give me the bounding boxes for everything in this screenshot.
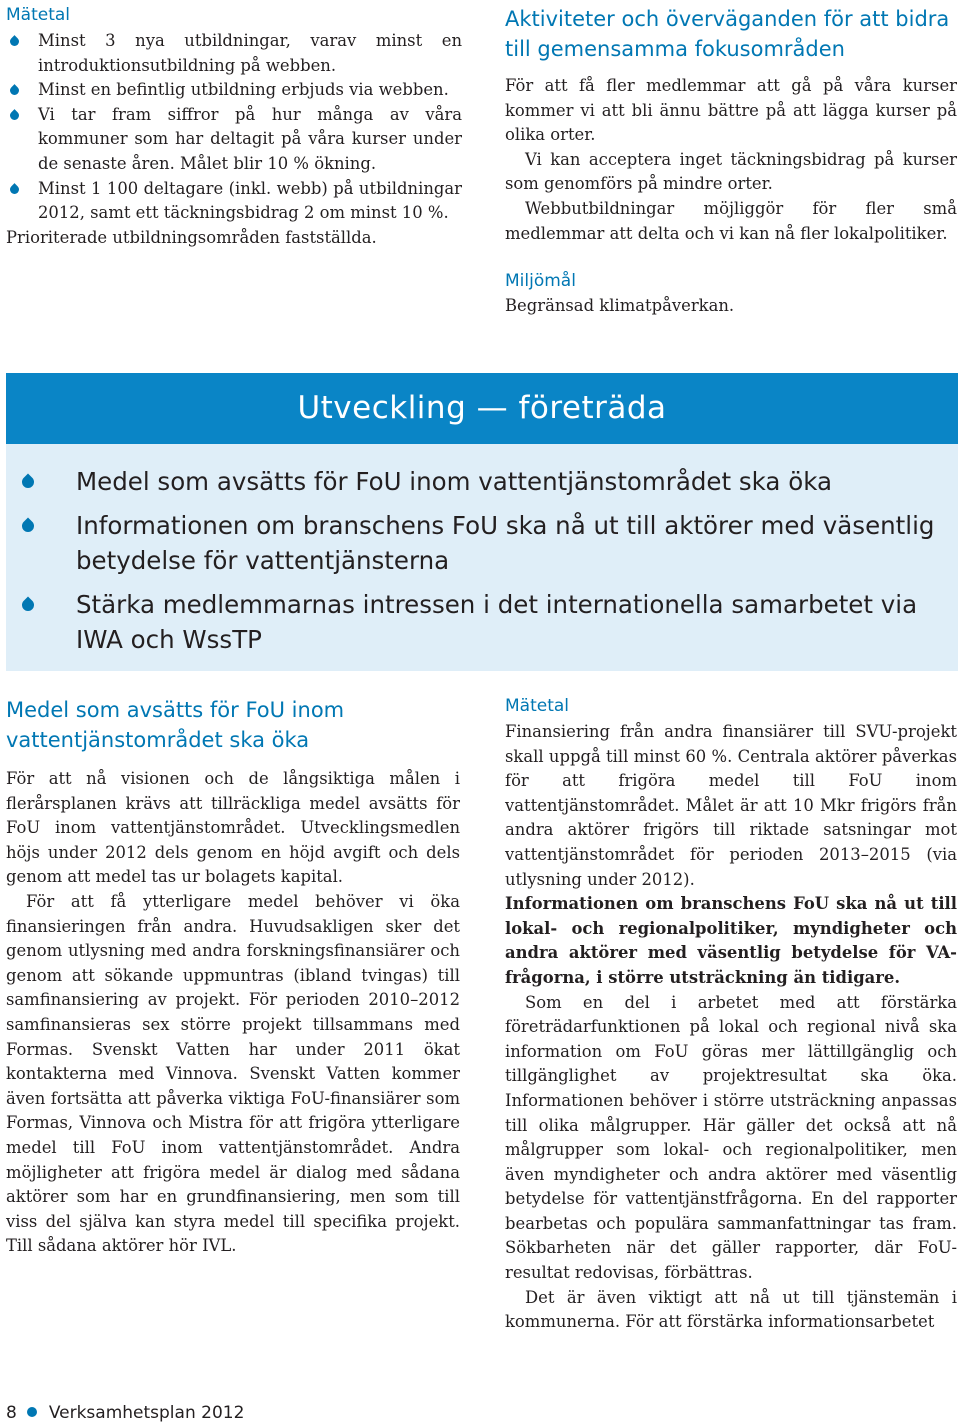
list-item: Informationen om branschens FoU ska nå ut till aktörer med väsentlig betydelse för vattentjänsterna [16, 508, 946, 578]
environment-heading: Miljömål [505, 271, 576, 292]
funding-paragraph: För att nå visionen och de långsiktiga målen i flerårsplanen krävs att tillräckliga medel avsätts för FoU inom vattentjänstområdet. Utvecklingsmedlen höjs under 2012 dels genom en höjd avgift och dels genom att medel tas ur bolagets kapital. [6, 769, 460, 887]
drop-bullet-icon [20, 518, 37, 535]
focus-band [6, 373, 958, 671]
list-item: Medel som avsätts för FoU inom vattentjänstområdet ska öka [16, 464, 946, 499]
goal-statement: Informationen om branschens FoU ska nå ut till lokal- och regionalpolitiker, myndigheter och andra aktörer med väsentlig betydelse för VA-frågorna, i större utsträckning än tidigare. [505, 894, 957, 987]
activities-paragraph: För att få fler medlemmar att gå på våra kurser kommer vi att bli ännu bättre på att lägga kurser på olika orter. [505, 76, 957, 145]
page-number: 8 [6, 1403, 17, 1423]
drop-bullet-icon [20, 597, 37, 614]
bottom-right-column [505, 695, 957, 1335]
list-item: Minst 3 nya utbildningar, varav minst en introduktionsutbildning på webben. [6, 29, 462, 78]
list-item: Vi tar fram siffror på hur många av våra kommuner som har deltagit på våra kurser under de senaste åren. Målet blir 10 % ökning. [6, 103, 462, 177]
drop-bullet-icon [8, 35, 21, 48]
activities-paragraph: Vi kan acceptera inget täckningsbidrag på kurser som genomförs på mindre orter. [505, 149, 957, 194]
separator-dot-icon [27, 1407, 37, 1417]
page-footer [6, 1403, 244, 1423]
top-left-column [6, 4, 462, 250]
funding-paragraph: För att få ytterligare medel behöver vi öka finansieringen från andra. Huvudsakligen sker det genom utlysning med andra forskningsfinansiärer och genom att sökande uppmuntras (ibland tvingas) till samfinansiering av projekt. För perioden 2010–2012 samfinansieras sex större projekt tillsammans med Formas. Svenskt Vatten har under 2011 ökat kontakterna med Vinnova. Svenskt Vatten kommer även fortsätta att påverka viktiga FoU-finansiärer som Formas, Vinnova och Mistra för att frigöra ytterligare medel till FoU inom vattentjänstområdet. Andra möjligheter att frigöra medel är dialog med sådana aktörer som har en grundfinansiering, men som till viss del själva kan styra medel till specifika projekt. Till sådana aktörer hör IVL. [6, 891, 460, 1256]
band-goals-list [6, 444, 958, 657]
priority-note: Prioriterade utbildningsområden fastställda. [6, 227, 377, 247]
drop-bullet-icon [8, 109, 21, 122]
information-paragraph: Det är även viktigt att nå ut till tjänstemän i kommunerna. För att förstärka informationsarbetet [505, 1287, 957, 1332]
band-title: Utveckling — företräda [6, 373, 958, 444]
activities-paragraph: Webbutbildningar möjliggör för fler små medlemmar att delta och vi kan nå fler lokalpolitiker. [505, 198, 957, 243]
measures-heading-2: Mätetal [505, 696, 570, 716]
funding-heading: Medel som avsätts för FoU inom vattentjänstområdet ska öka [6, 698, 345, 752]
drop-bullet-icon [8, 183, 21, 196]
bottom-left-column [6, 695, 460, 1259]
list-item: Minst 1 100 deltagare (inkl. webb) på utbildningar 2012, samt ett täckningsbidrag 2 om minst 10 %. [6, 177, 462, 226]
measures-paragraph: Finansiering från andra finansiärer till SVU-projekt skall uppgå till minst 60 %. Centrala aktörer påverkas för att frigöra medel till FoU inom vattentjänstområdet. Målet är att 10 Mkr frigörs från andra aktörer frigörs till riktade satsningar mot vattentjänstområdet för perioden 2013–2015 (via utlysning under 2012). [505, 722, 957, 889]
list-item: Minst en befintlig utbildning erbjuds via webben. [6, 78, 462, 103]
activities-heading: Aktiviteter och överväganden för att bidra till gemensamma fokusområden [505, 7, 950, 61]
measures-heading: Mätetal [6, 5, 71, 25]
measures-list [6, 29, 462, 226]
top-right-column [505, 4, 957, 319]
document-title: Verksamhetsplan 2012 [48, 1403, 245, 1423]
information-paragraph: Som en del i arbetet med att förstärka företrädarfunktionen på lokal och regional nivå ska information om FoU göras mer lättillgänglig och tillgänglighet av projektresultat ska öka. Informationen behöver i större utsträckning anpassas till olika målgrupper. Här gäller det också att nå målgrupper som lokal- och regionalpolitiker, men även myndigheter och andra aktörer med väsentlig betydelse för vattentjänstfrågorna. En del rapporter bearbetas och populära sammanfattningar tas fram. Sökbarheten när det gäller rapporter, där FoU-resultat redovisas, förbättras. [505, 992, 957, 1283]
list-item: Stärka medlemmarnas intressen i det internationella samarbetet via IWA och WssTP [16, 587, 946, 657]
drop-bullet-icon [8, 84, 21, 97]
environment-text: Begränsad klimatpåverkan. [505, 296, 735, 316]
drop-bullet-icon [20, 474, 37, 491]
